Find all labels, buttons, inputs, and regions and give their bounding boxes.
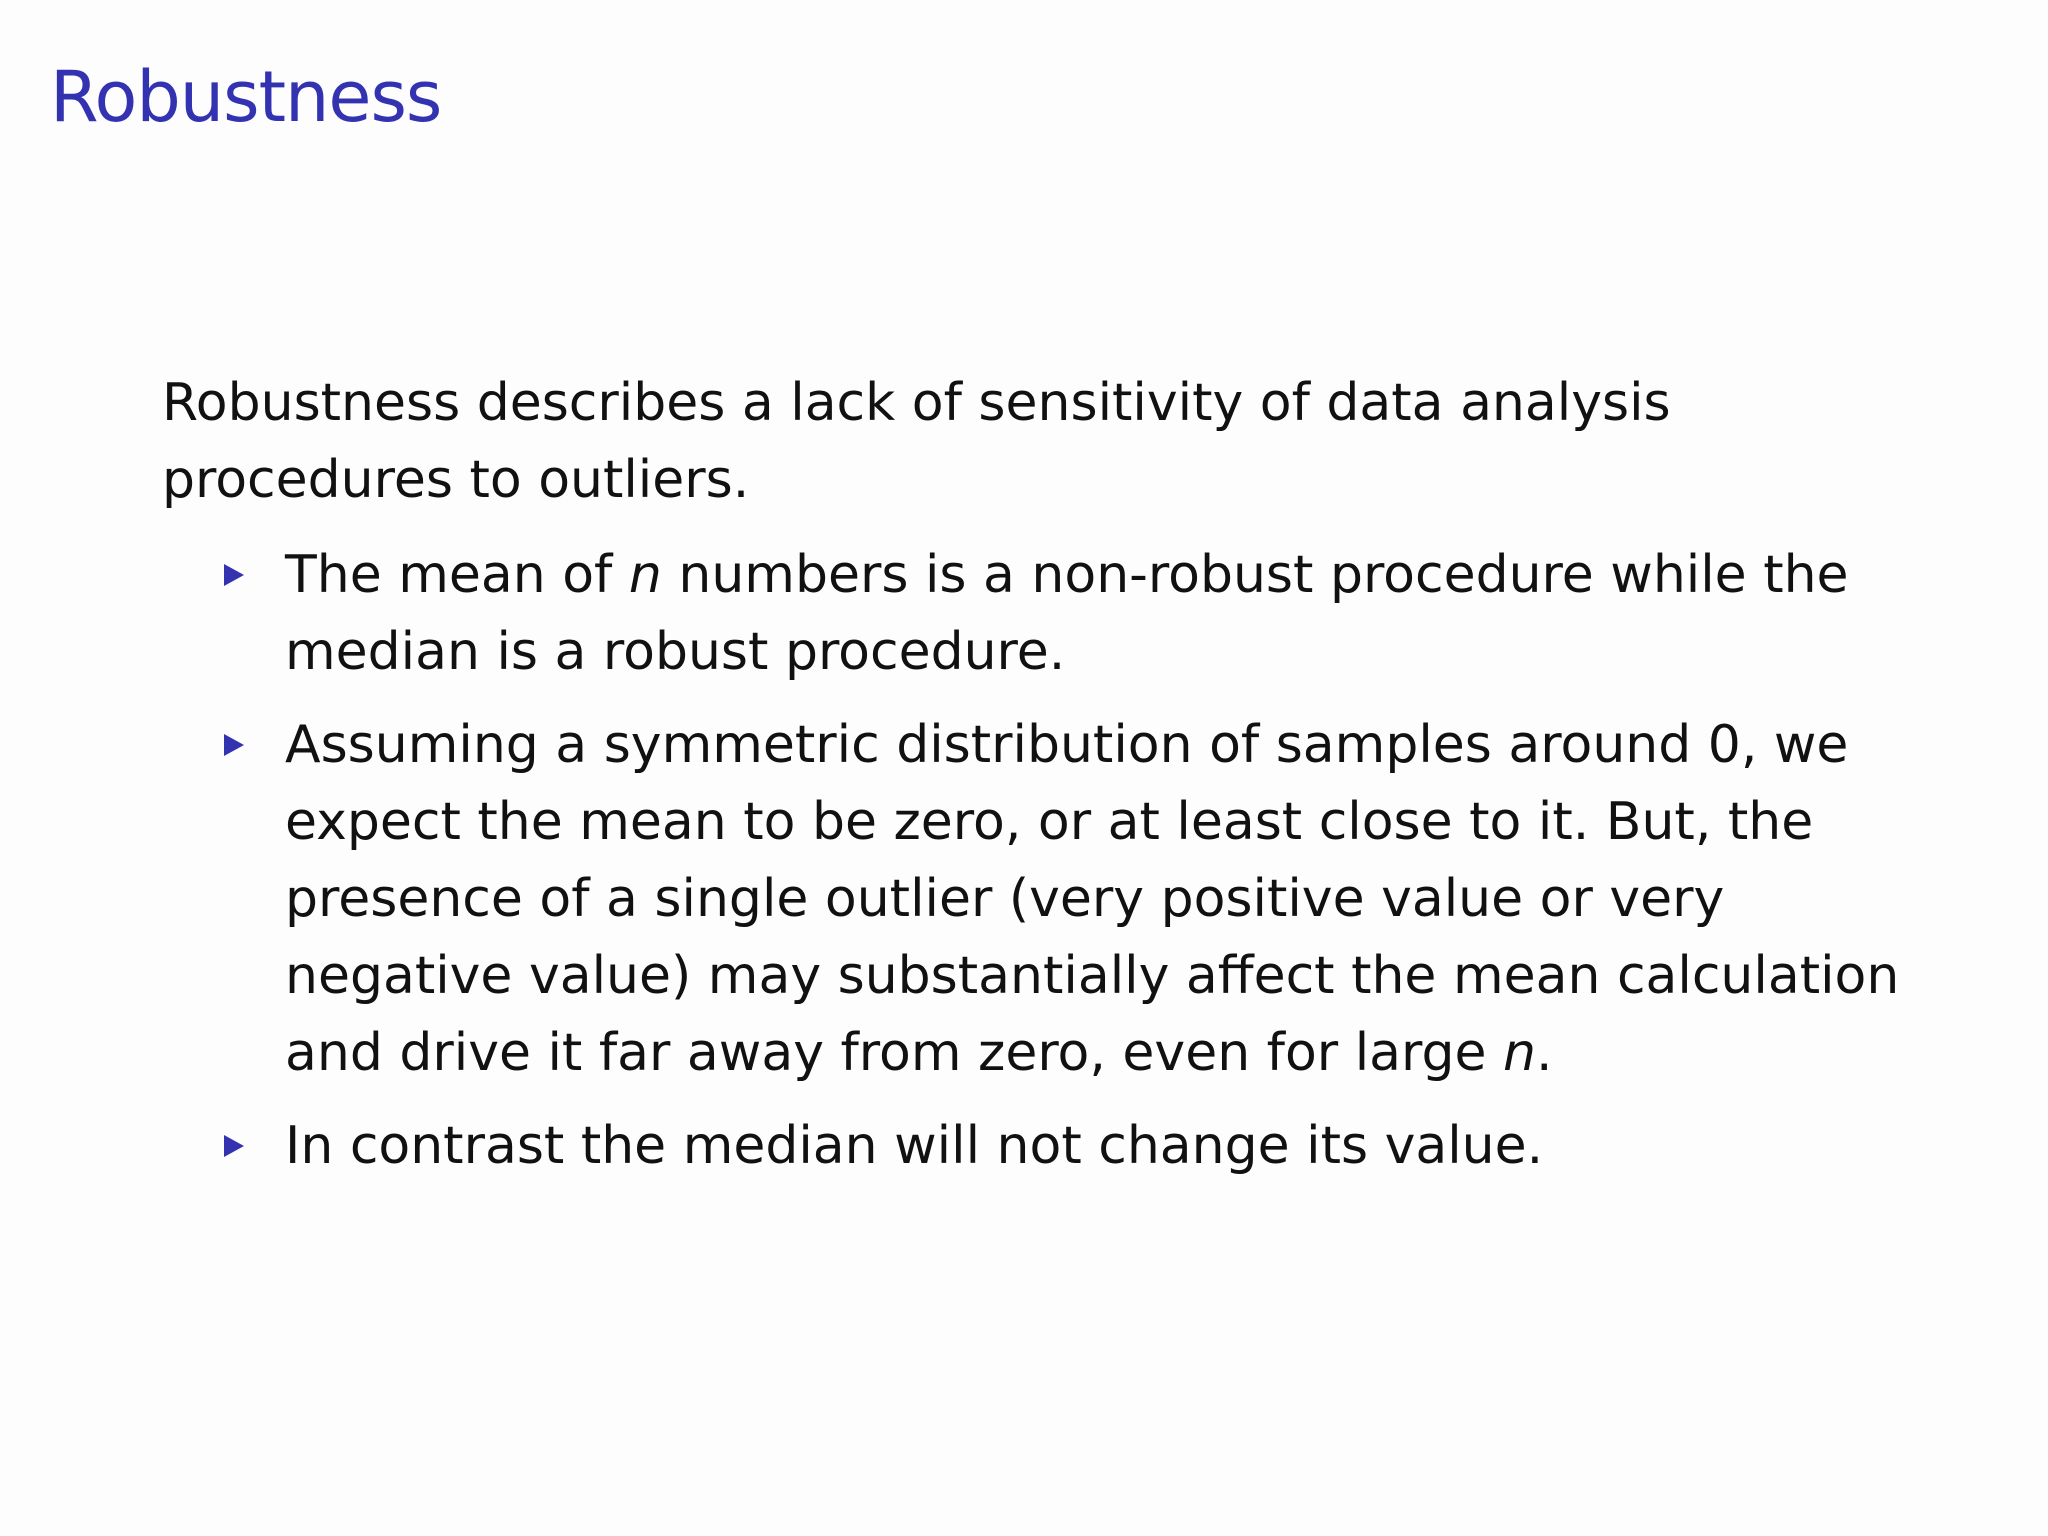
bullet-text [285,1108,1902,1185]
triangle-bullet-icon [224,734,244,756]
math-variable-n: n [628,545,662,605]
slide-title: Robustness [50,56,442,138]
bullet-text-start: In contrast the median will not change its value. [285,1116,1544,1176]
bullet-text [285,537,1902,691]
bullet-text-start: Assuming a symmetric distribution of samples around 0, we expect the mean to be zero, or at least close to it. But, the presence of a single outlier (very positive value or very negative value) may substantially affect the mean calculation and drive it far away from zero, even for large [285,715,1900,1083]
bullet-text-start: The mean of [285,545,629,605]
bullet-item-median-contrast [162,1108,1902,1185]
triangle-bullet-icon [224,1135,244,1157]
bullet-item-outlier-effect [162,707,1902,1092]
bullet-item-mean-vs-median [162,537,1902,691]
bullet-text-end: . [1535,1023,1553,1083]
bullet-text-end: numbers is a non-robust procedure while the median is a robust procedure. [285,545,1849,682]
bullet-text [285,707,1902,1092]
intro-paragraph: Robustness describes a lack of sensitivity of data analysis procedures to outliers. [162,373,1671,510]
bullet-list [162,537,1902,1185]
triangle-bullet-icon [224,564,244,586]
math-variable-n: n [1503,1023,1536,1083]
slide-content [162,365,1902,1201]
